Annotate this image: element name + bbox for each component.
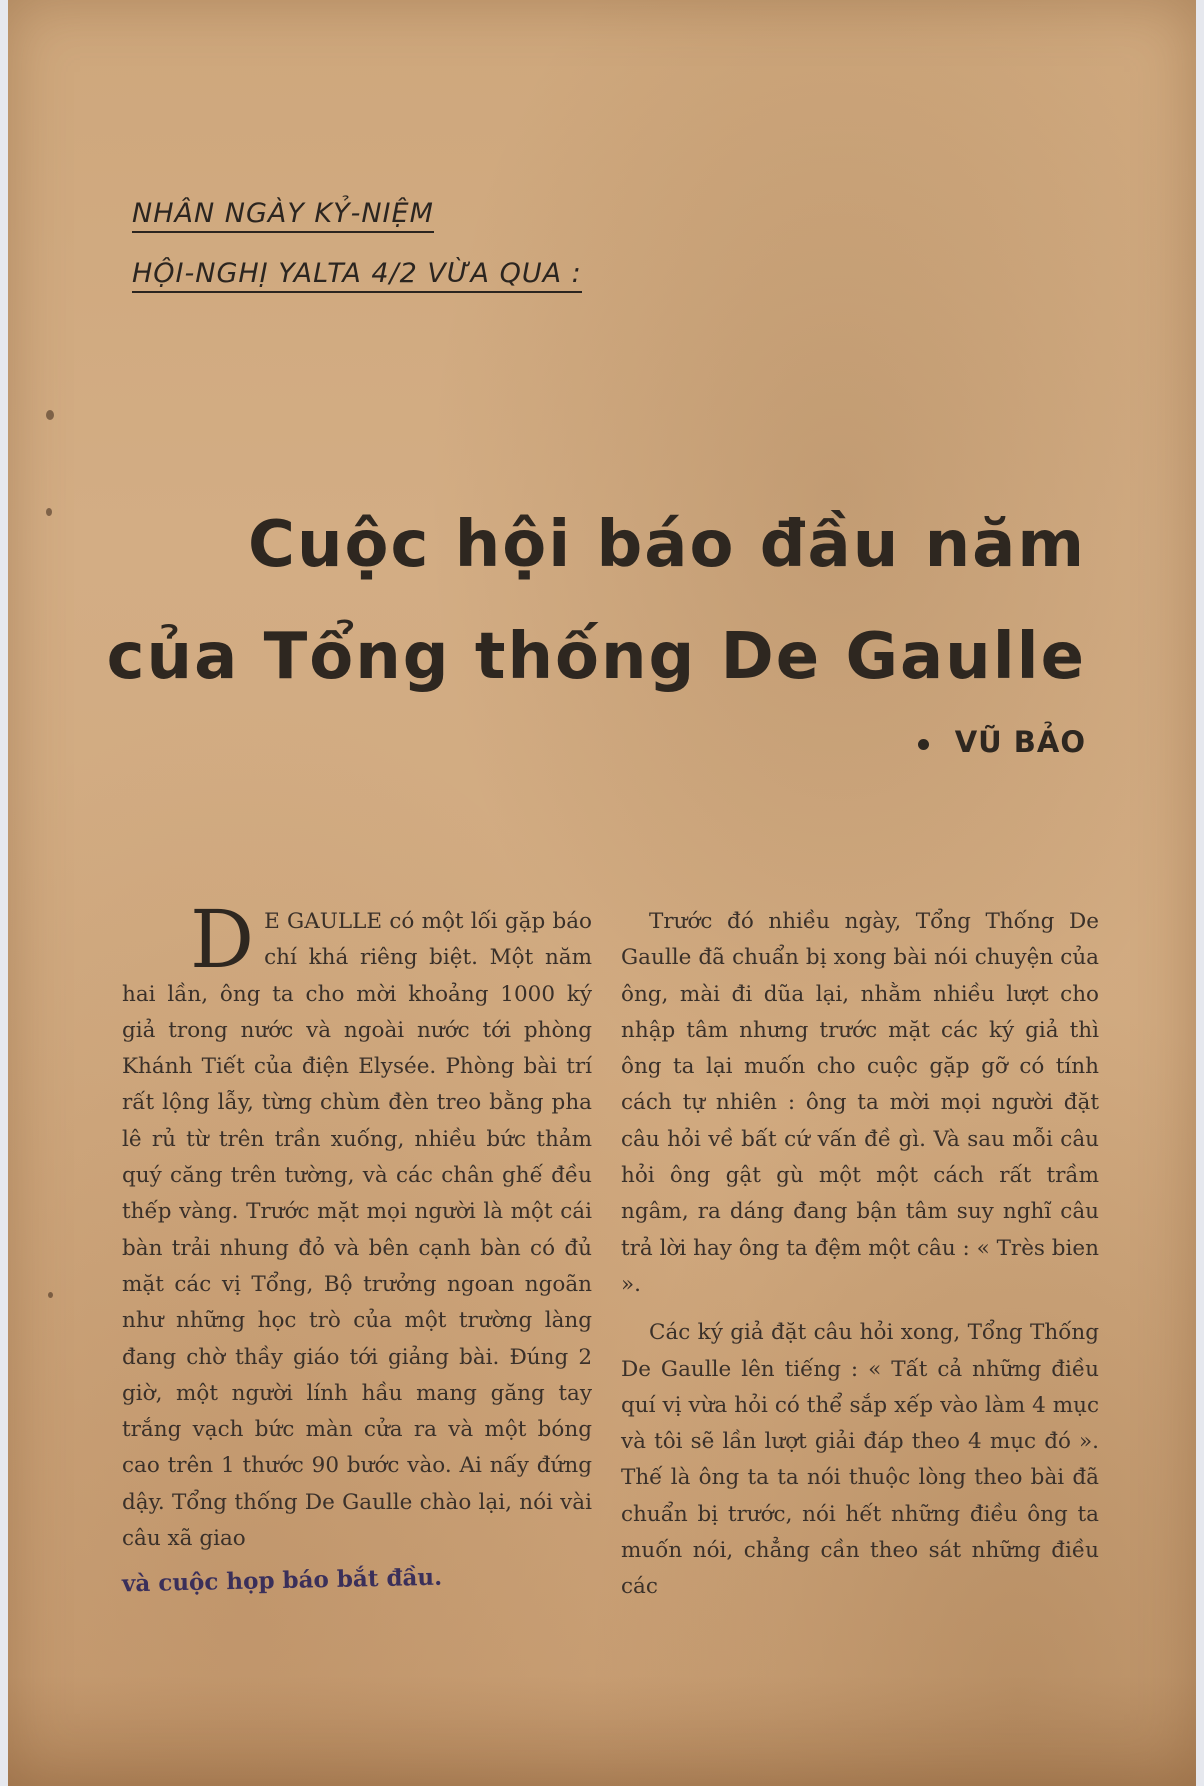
right-paragraph-1: Trước đó nhiều ngày, Tổng Thống De Gaulle đã chuẩn bị xong bài nói chuyện của ông, mài đi dũa lại, nhằm nhiều lượt cho nhập tâm nhưng trước mặt các ký giả thì ông ta lại muốn cho cuộc gặp gỡ có tính cách tự nhiên : ông ta mời mọi người đặt câu hỏi về bất cứ vấn đề gì. Và sau mỗi câu hỏi ông gật gù một một cách rất trầm ngâm, ra dáng đang bận tâm suy nghĩ câu trả lời hay ông ta đệm một câu : « Très bien ». [621, 909, 1099, 1297]
byline [918, 725, 1086, 759]
kicker-line-2: HỘI-NGHỊ YALTA 4/2 VỪA QUA : [132, 258, 582, 293]
magazine-page [8, 0, 1196, 1786]
ink-spot [46, 410, 54, 420]
left-column-text: E GAULLE có một lối gặp báo chí khá riêng biệt. Một năm hai lần, ông ta cho mời khoảng 1000 ký giả trong nước và ngoài nước tới phòng Khánh Tiết của điện Elysée. Phòng bài trí rất lộng lẫy, từng chùm đèn treo bằng pha lê rủ từ trên trần xuống, nhiều bức thảm quý căng trên tường, và các chân ghế đều thếp vàng. Trước mặt mọi người là một cái bàn trải nhung đỏ và bên cạnh bàn có đủ mặt các vị Tổng, Bộ trưởng ngoan ngoãn như những học trò của một trường làng đang chờ thầy giáo tới giảng bài. Đúng 2 giờ, một người lính hầu mang găng tay trắng vạch bức màn cửa ra và một bóng cao trên 1 thước 90 bước vào. Ai nấy đứng dậy. Tổng thống De Gaulle chào lại, nói vài câu xã giao [122, 909, 592, 1552]
ink-spot [48, 1292, 53, 1298]
drop-cap: D [190, 893, 255, 986]
article-title-line-2: của Tổng thống De Gaulle [106, 620, 1086, 694]
kicker-line-1: NHÂN NGÀY KỶ-NIỆM [132, 198, 434, 233]
left-column-last-line: và cuộc họp báo bắt đầu. [121, 1563, 443, 1598]
ink-spot [46, 508, 52, 516]
left-column [121, 893, 592, 1601]
author-name: VŨ BẢO [954, 725, 1086, 759]
article-title-line-1: Cuộc hội báo đầu năm [248, 508, 1086, 582]
bullet-icon [918, 739, 929, 750]
right-paragraph-2: Các ký giả đặt câu hỏi xong, Tổng Thống De Gaulle lên tiếng : « Tất cả những điều quí vị vừa hỏi có thể sắp xếp vào làm 4 mục và tôi sẽ lần lượt giải đáp theo 4 mục đó ». Thế là ông ta ta nói thuộc lòng theo bài đã chuẩn bị trước, nói hết những điều ông ta muốn nói, chẳng cần theo sát những điều các [621, 1320, 1099, 1600]
right-column [621, 904, 1099, 1606]
